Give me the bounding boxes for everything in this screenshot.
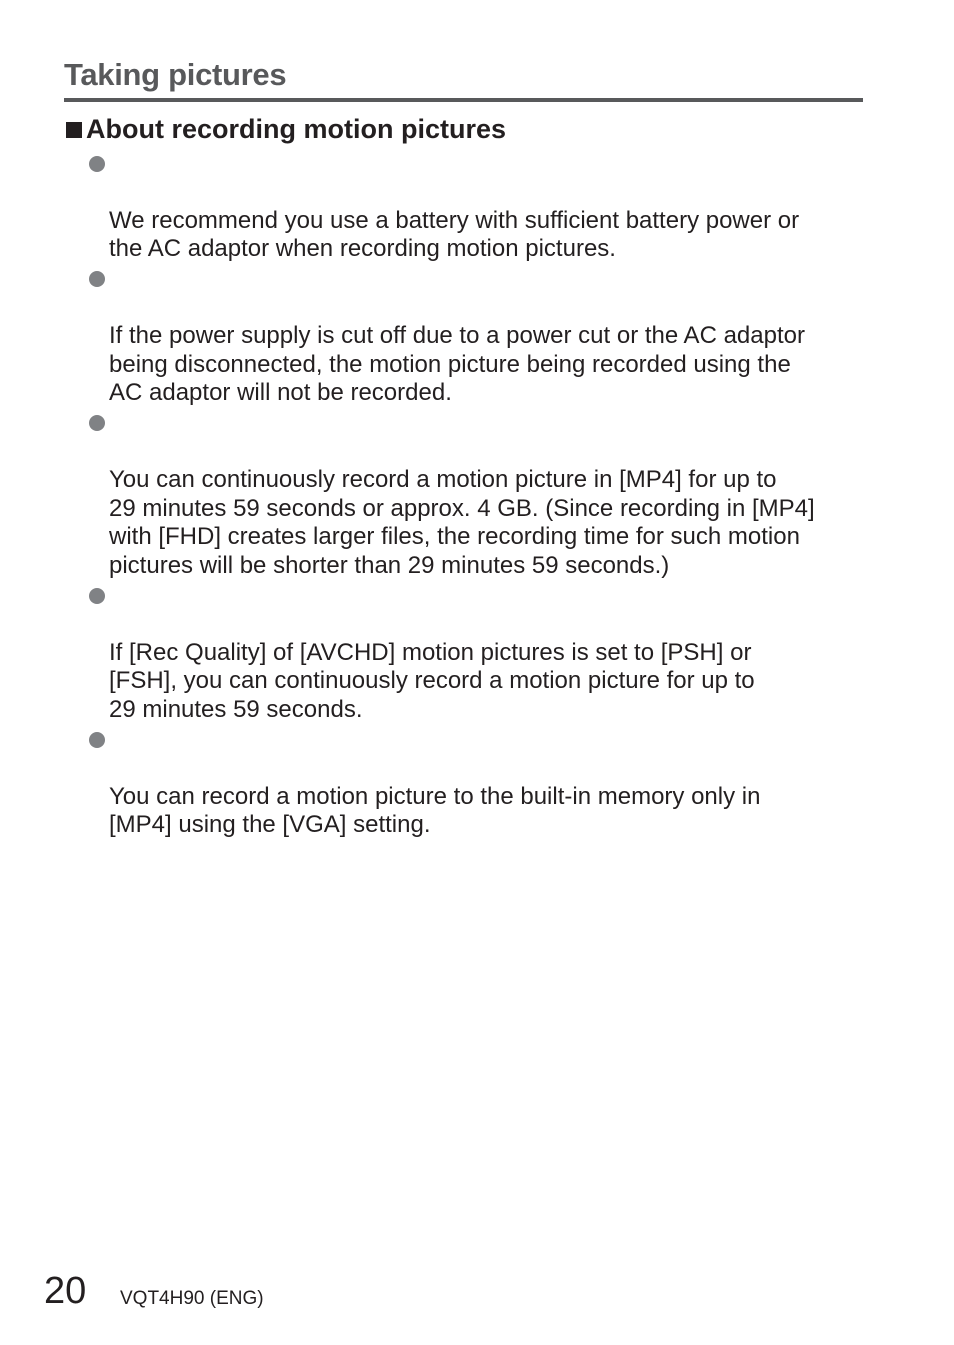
bullet-text: We recommend you use a battery with sufficient battery power or the AC adaptor when recording motion pictures.	[109, 206, 800, 263]
bullet-item	[88, 581, 878, 725]
bullet-item	[88, 264, 878, 408]
section-heading-text: About recording motion pictures	[86, 114, 507, 144]
bullet-item	[88, 725, 878, 840]
title-rule	[64, 98, 863, 102]
page-number: 20	[44, 1270, 87, 1312]
document-code: VQT4H90 (ENG)	[120, 1288, 264, 1309]
section-heading	[66, 112, 506, 146]
page-title: Taking pictures	[64, 57, 287, 92]
circle-bullet-icon	[89, 588, 105, 604]
circle-bullet-icon	[89, 732, 105, 748]
bullet-text: If the power supply is cut off due to a power cut or the AC adaptor being disconnected, the motion picture being recorded using the AC adaptor will not be recorded.	[109, 321, 805, 407]
circle-bullet-icon	[89, 415, 105, 431]
circle-bullet-icon	[89, 156, 105, 172]
bullet-text: You can record a motion picture to the built-in memory only in [MP4] using the [VGA] setting.	[109, 782, 761, 839]
bullet-text: If [Rec Quality] of [AVCHD] motion pictures is set to [PSH] or [FSH], you can continuously record a motion picture for up to 29 minutes 59 seconds.	[109, 638, 755, 724]
bullet-item	[88, 408, 878, 581]
square-bullet-icon	[66, 122, 82, 138]
circle-bullet-icon	[89, 271, 105, 287]
bullet-list	[88, 149, 878, 840]
bullet-text: You can continuously record a motion picture in [MP4] for up to 29 minutes 59 seconds or approx. 4 GB. (Since recording in [MP4] with [FHD] creates larger files, the recording time for such motion pictures will be shorter than 29 minutes 59 seconds.)	[109, 465, 815, 580]
bullet-item	[88, 149, 878, 264]
